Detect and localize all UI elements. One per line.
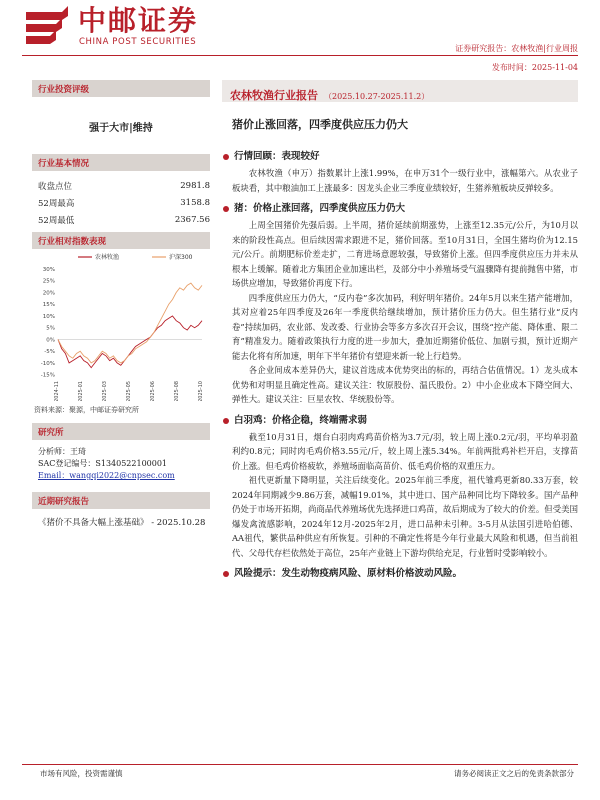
y-tick-label: -10%	[40, 360, 55, 367]
chart-source: 资料来源：聚源，中邮证券研究所	[34, 406, 139, 414]
paragraph: 四季度供应压力仍大，“反内卷”多次加码，利好明年猪价。24年5月以来生猪产能增加，其对应着25年四季度及26年一季度供给继续增加，预计猪价压力仍大。但生猪行业“反内卷”持续加码，农业部、发改委、行业协会等多方多次召开会议，围绕“控产能、降体重、限二育”精准发力。随着政策执行力度的进一步加大，叠加近期猪价低位、加剧亏损，预计近期产能去化将有所加速，明年下半年猪价有望迎来新一轮上行趋势。	[232, 292, 578, 361]
analyst-title: 研究所	[32, 423, 210, 440]
basic-label: 52周最低	[38, 215, 75, 226]
x-tick-label: 2025-10	[198, 381, 204, 401]
basic-row	[32, 177, 210, 194]
legend-label: 沪深300	[169, 254, 193, 261]
series-line-1	[58, 316, 202, 368]
rating-title: 行业投资评级	[32, 80, 210, 97]
sidebar	[32, 80, 210, 530]
footer-disclaimer: 请务必阅读正文之后的免责条款部分	[454, 769, 574, 778]
x-tick-label: 2025-03	[102, 381, 108, 401]
y-tick-label: 15%	[42, 302, 55, 309]
analyst-info	[32, 440, 210, 482]
basic-row	[32, 194, 210, 211]
publish-time: 发布时间：2025-11-04	[491, 63, 578, 72]
paragraph: 农林牧渔（申万）指数累计上涨1.99%，在申万31个一级行业中，涨幅第六。从农业子板块看，其中粮油加工上涨最多：因龙头企业三季度业绩较好，生猪养殖板块反弹较多。	[232, 168, 578, 193]
relative-index-chart-svg	[32, 249, 210, 401]
industry-rating: 强于大市|维持	[89, 123, 153, 134]
basic-info-table	[32, 171, 210, 232]
brand-name-en: CHINA POST SECURITIES	[79, 37, 197, 47]
header-divider	[22, 55, 578, 56]
analyst-sac: SAC登记编号：S1340522100001	[38, 459, 168, 468]
brand-logo	[22, 6, 212, 50]
basic-label: 收盘点位	[38, 181, 73, 192]
main-header	[222, 80, 578, 132]
basic-value: 2367.56	[174, 214, 210, 225]
y-tick-label: 5%	[46, 325, 55, 332]
analyst-name: 分析师：王琦	[38, 447, 86, 456]
section-heading: 猪：价格止涨回落，四季度供应压力仍大	[222, 202, 578, 216]
y-tick-label: -15%	[40, 372, 55, 379]
x-tick-label: 2025-05	[126, 381, 132, 401]
y-tick-label: -5%	[44, 349, 55, 356]
recent-report-item: 《猪价不具备大幅上涨基础》 - 2025.10.28	[38, 518, 206, 528]
basic-title: 行业基本情况	[32, 154, 210, 171]
x-tick-label: 2025-08	[174, 381, 180, 401]
report-path: 证券研究报告：农林牧渔|行业周报	[455, 44, 578, 53]
x-tick-label: 2025-06	[150, 381, 156, 401]
basic-value: 3158.8	[180, 197, 210, 208]
chart-title: 行业相对指数表现	[32, 232, 210, 249]
y-tick-label: 10%	[42, 313, 55, 320]
analyst-email-link[interactable]: Email：wangqi2022@cnpsec.com	[38, 471, 175, 480]
relative-index-chart	[32, 249, 210, 401]
footer-divider	[22, 764, 578, 765]
report-title: 农林牧渔行业报告	[230, 89, 318, 102]
x-tick-label: 2025-01	[78, 381, 84, 401]
footer-risk-note: 市场有风险，投资需谨慎	[40, 769, 123, 778]
y-tick-label: 20%	[42, 290, 55, 297]
y-tick-label: 30%	[42, 267, 55, 273]
paragraph: 祖代更新量下降明显，关注后续变化。2025年前三季度，祖代雏鸡更新80.33万套，较2024年同期减少9.86万套，减幅19.01%，其中进口、国产品种同比均下降较多。国产品种仍处于市场开拓期，尚商品代养殖场优先选择进口鸡苗，故后期成为了较大的价差。但受美国爆发禽流感影响，2024年12月-2025年2月，进口品种未引种。3-5月从法国引进哈伯德、AA祖代，繁供品种供应有所恢复。引种的不确定性将是今年行业最大风险和机遇，但当前祖代、父母代存栏依然处于高位，25年产业链上下游均供给充足，行业暂时受影响较小。	[232, 475, 578, 558]
headline: 猪价止涨回落，四季度供应压力仍大	[232, 118, 408, 131]
paragraph: 截至10月31日，烟台白羽肉鸡鸡苗价格为3.7元/羽，较上周上涨0.2元/羽，平均单羽盈利约0.8元；同时肉毛鸡价格3.55元/斤，较上周上涨5.34%。年前两批鸡补栏开启，支撑苗价上涨。但毛鸡价格疲软，养殖场面临高苗价、低毛鸡价格的双重压力。	[232, 431, 578, 471]
section-heading: 白羽鸡：价格企稳，终端需求弱	[222, 414, 578, 428]
report-dates: （2025.10.27-2025.11.2）	[324, 92, 430, 101]
brand-name: 中邮证券	[78, 4, 199, 37]
section-heading: 行情回顾：表现较好	[222, 150, 578, 164]
basic-row	[32, 211, 210, 228]
basic-value: 2981.8	[180, 180, 210, 191]
paragraph: 各企业间成本差异仍大，建议首选成本优势突出的标的，再结合估值情况。1）龙头成本优势和对明显且确定性高。建议关注：牧原股份、温氏股份。2）中小企业成本下降空间大、弹性大。建议关注：巨星农牧、华统股份等。	[232, 365, 578, 404]
basic-label: 52周最高	[38, 198, 75, 209]
series-line-2	[58, 283, 202, 363]
report-body	[222, 150, 578, 583]
recent-title: 近期研究报告	[32, 492, 210, 509]
report-title-bar	[222, 80, 578, 102]
paragraph: 上周全国猪价先强后弱。上半周，猪价延续前期涨势，上涨至12.35元/公斤，为10月以来的阶段性高点。但后续因需求跟进不足，猪价回落。至10月31日，全国生猪均价为12.15元/公斤。前期肥标价差走扩，二育进场意愿较强，导致猪价上涨。但四季度供应压力并未从根本上缓解。随着北方集团企业加速出栏，及部分中小养殖场受气温骤降有提前抛售中猪，市场供应增加，导致猪价再度下行。	[232, 220, 578, 288]
y-tick-label: 25%	[42, 278, 55, 285]
section-heading: 风险提示：发生动物疫病风险、原材料价格波动风险。	[222, 567, 578, 581]
legend-label: 农林牧渔	[95, 254, 120, 261]
china-post-logo-icon	[22, 6, 72, 44]
y-tick-label: 0%	[46, 337, 55, 344]
x-tick-label: 2024-11	[54, 381, 60, 401]
